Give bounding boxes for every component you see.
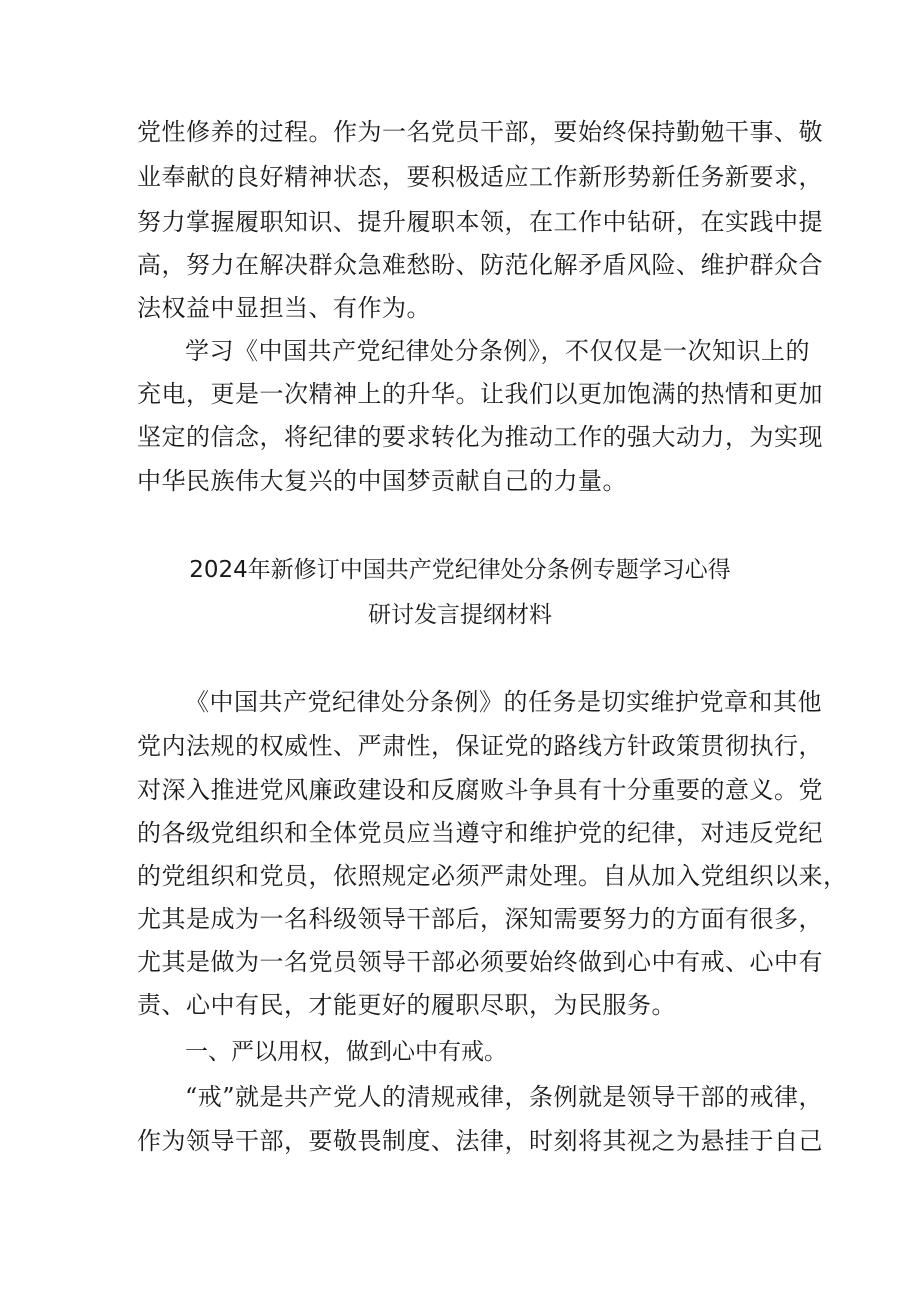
document-title-line-2: 研讨发言提纲材料: [368, 602, 552, 628]
paragraph-2-line-4: 中华民族伟大复兴的中国梦贡献自己的力量。: [137, 467, 627, 495]
paragraph-1-line-4: 高，努力在解决群众急难愁盼、防范化解矛盾风险、维护群众合: [137, 251, 823, 279]
paragraph-3-line-8: 责、心中有民，才能更好的履职尽职，为民服务。: [137, 991, 676, 1019]
paragraph-3-line-3: 对深入推进党风廉政建设和反腐败斗争具有十分重要的意义。党: [137, 776, 823, 804]
paragraph-3-line-5: 的党组织和党员，依照规定必须严肃处理。自从加入党组织以来，: [137, 862, 848, 890]
document-title-line-1: 2024年新修订中国共产党纪律处分条例专题学习心得: [189, 557, 731, 583]
paragraph-3-line-1: 《中国共产党纪律处分条例》的任务是切实维护党章和其他: [185, 688, 822, 716]
paragraph-1-line-5: 法权益中显担当、有作为。: [137, 294, 431, 322]
paragraph-4-line-1: “戒”就是共产党人的清规戒律，条例就是领导干部的戒律，: [185, 1083, 824, 1111]
section-1-heading: 一、严以用权，做到心中有戒。: [185, 1039, 507, 1065]
paragraph-2-line-3: 坚定的信念，将纪律的要求转化为推动工作的强大动力，为实现: [137, 423, 823, 451]
paragraph-3-line-4: 的各级党组织和全体党员应当遵守和维护党的纪律，对违反党纪: [137, 819, 823, 847]
paragraph-2-line-2: 充电，更是一次精神上的升华。让我们以更加饱满的热情和更加: [137, 380, 823, 408]
paragraph-1-line-1: 党性修养的过程。作为一名党员干部，要始终保持勤勉干事、敬: [137, 118, 823, 146]
paragraph-1-line-3: 努力掌握履职知识、提升履职本领，在工作中钻研，在实践中提: [137, 208, 823, 236]
paragraph-1-line-2: 业奉献的良好精神状态，要积极适应工作新形势新任务新要求，: [137, 163, 823, 191]
paragraph-3-line-6: 尤其是成为一名科级领导干部后，深知需要努力的方面有很多，: [137, 905, 823, 933]
paragraph-2-line-1: 学习《中国共产党纪律处分条例》，不仅仅是一次知识上的: [185, 337, 810, 365]
paragraph-4-line-2: 作为领导干部，要敬畏制度、法律，时刻将其视之为悬挂于自己: [137, 1127, 823, 1155]
paragraph-3-line-7: 尤其是做为一名党员领导干部必须要始终做到心中有戒、心中有: [137, 948, 823, 976]
paragraph-3-line-2: 党内法规的权威性、严肃性，保证党的路线方针政策贯彻执行，: [137, 732, 823, 760]
